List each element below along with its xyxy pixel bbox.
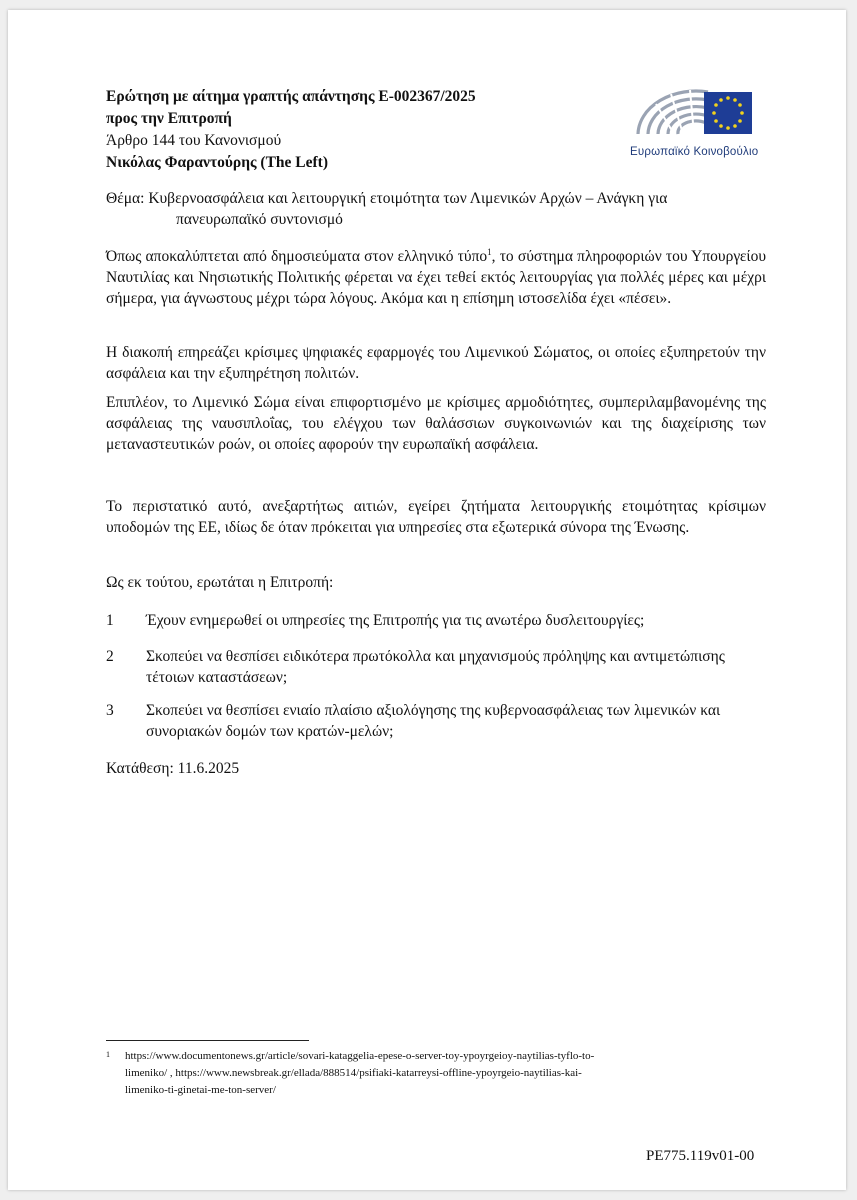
subject-line-2: πανευρωπαϊκό συντονισμό [176, 211, 343, 228]
paragraph-4-text: Το περιστατικό αυτό, ανεξαρτήτως αιτιών, εγείρει ζητήματα λειτουργικής ετοιμότητας κρίσιμων υποδομών της ΕΕ, ιδίως δε όταν πρόκειται για υπηρεσίες στα εξωτερικά σύνορα της Ένωσης. [106, 498, 766, 536]
paragraph-4 [106, 496, 766, 538]
footnote-link-line-1[interactable]: https://www.documentonews.gr/article/sovari-kataggelia-epese-o-server-toy-ypoyrgeioy-naytilias-tyflo-to- [125, 1050, 595, 1062]
paragraph-5-text: Ως εκ τούτου, ερωτάται η Επιτροπή: [106, 574, 334, 591]
logo-label: Ευρωπαϊκό Κοινοβούλιο [630, 146, 759, 158]
document-code: PE775.119v01-00 [646, 1148, 755, 1164]
addressee: προς την Επιτροπή [106, 110, 232, 127]
subject [106, 188, 756, 230]
paragraph-2 [106, 342, 766, 384]
question-text: Σκοπεύει να θεσπίσει ενιαίο πλαίσιο αξιολόγησης της κυβερνοασφάλειας των λιμενικών και συνοριακών δομών των κρατών-μελών; [146, 702, 721, 740]
document-header [106, 86, 476, 174]
rule-reference: Άρθρο 144 του Κανονισμού [106, 132, 282, 149]
paragraph-1-text-b: , το σύστημα πληροφοριών του Υπουργείου Ναυτιλίας και Νησιωτικής Πολιτικής φέρεται να έχει τεθεί εκτός λειτουργίας για πολλές μέρες και μέχρι σήμερα, για άγνωστους μέχρι τώρα λόγους. Ακόμα και η επίσημη ιστοσελίδα έχει «πέσει». [106, 248, 767, 307]
question-item [106, 610, 766, 631]
paragraph-1-text-a: Όπως αποκαλύπτεται από δημοσιεύματα στον ελληνικό τύπο [106, 248, 488, 265]
question-number: 1 [106, 612, 114, 629]
question-item [106, 646, 766, 688]
footnote-separator [106, 1040, 309, 1041]
submission-date [106, 758, 766, 779]
document-page [8, 10, 846, 1190]
footnote-mark: 1 [106, 1050, 110, 1059]
footnote-link-line-2[interactable]: limeniko/ , https://www.newsbreak.gr/ellada/888514/psifiaki-katarreysi-offline-ypoyrgeio-naytilias-kai- [125, 1067, 582, 1079]
paragraph-3-text: Επιπλέον, το Λιμενικό Σώμα είναι επιφορτισμένο με κρίσιμες αρμοδιότητες, συμπεριλαμβανομένης της ασφάλειας της ναυσιπλοΐας, του ελέγχου των θαλάσσιων συγκοινωνιών και της διαχείρισης των μεταναστευτικών ροών, οι οποίες αφορούν την ευρωπαϊκή ασφάλεια. [106, 394, 766, 453]
paragraph-3 [106, 392, 766, 455]
paragraph-5 [106, 572, 766, 593]
question-item [106, 700, 766, 742]
paragraph-1 [106, 246, 766, 309]
submission-date-text: Κατάθεση: 11.6.2025 [106, 760, 240, 777]
footnote-link-line-3[interactable]: limeniko-ti-ginetai-me-ton-server/ [125, 1084, 276, 1096]
european-parliament-logo [616, 82, 776, 172]
author: Νικόλας Φαραντούρης (The Left) [106, 154, 328, 171]
question-number: 2 [106, 648, 114, 665]
question-text: Σκοπεύει να θεσπίσει ειδικότερα πρωτόκολλα και μηχανισμούς πρόληψης και αντιμετώπισης τέτοιων καταστάσεων; [146, 648, 725, 686]
parliament-emblem-icon [616, 82, 766, 144]
footnote-reference: 1 [487, 246, 492, 257]
question-text: Έχουν ενημερωθεί οι υπηρεσίες της Επιτροπής για τις ανωτέρω δυσλειτουργίες; [146, 612, 645, 629]
footnote [106, 1048, 766, 1099]
subject-line-1: Θέμα: Κυβερνοασφάλεια και λειτουργική ετοιμότητα των Λιμενικών Αρχών – Ανάγκη για [106, 190, 668, 207]
question-number: 3 [106, 702, 114, 719]
paragraph-2-text: Η διακοπή επηρεάζει κρίσιμες ψηφιακές εφαρμογές του Λιμενικού Σώματος, οι οποίες εξυπηρετούν την ασφάλεια και την εξυπηρέτηση πολιτών. [106, 344, 766, 382]
question-title: Ερώτηση με αίτημα γραπτής απάντησης E-002367/2025 [106, 88, 476, 105]
